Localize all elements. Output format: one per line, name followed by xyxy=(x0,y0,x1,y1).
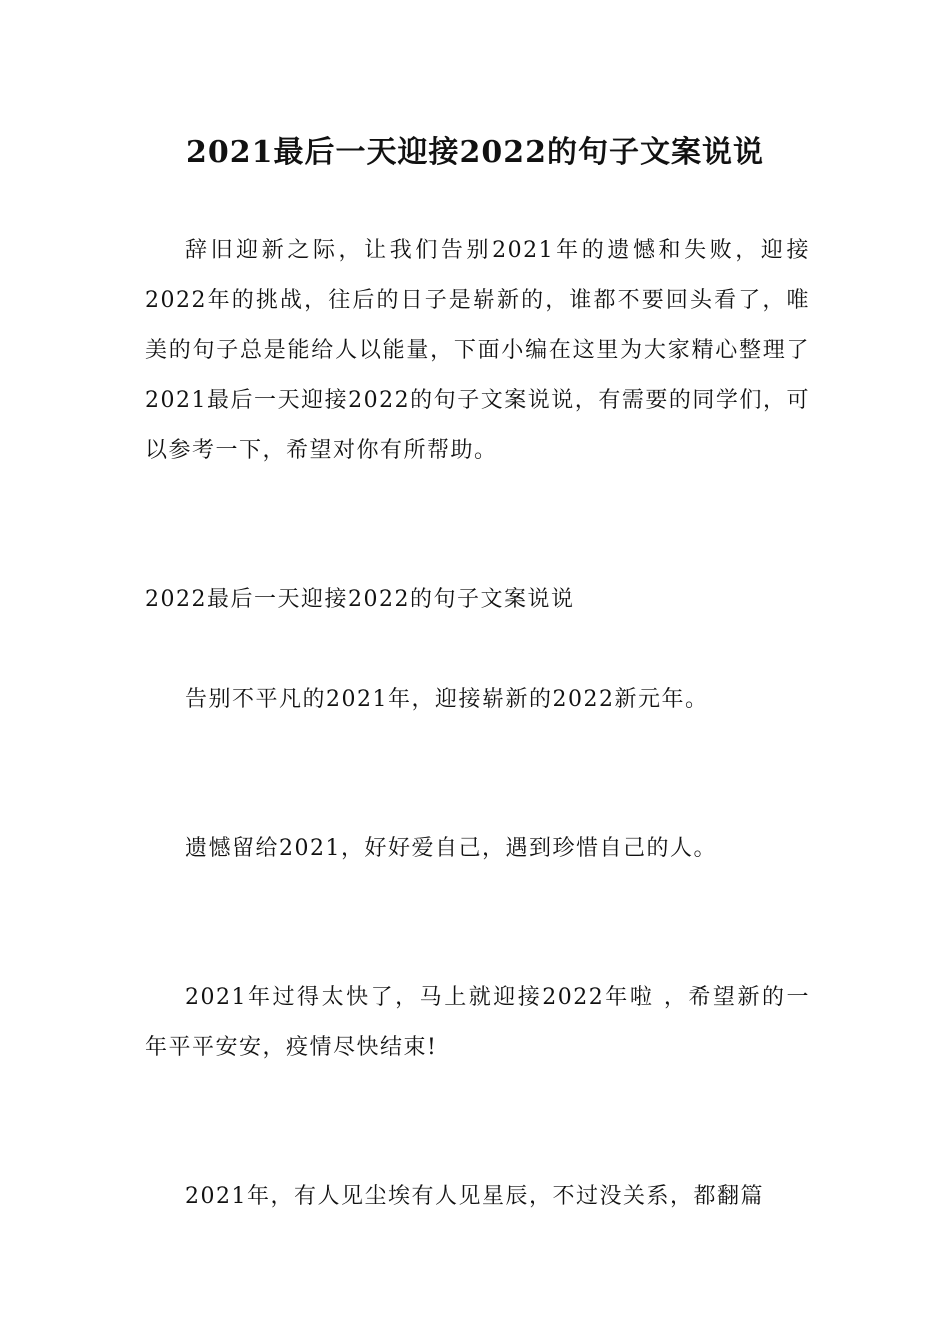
quote-paragraph: 遗憾留给2021，好好爱自己，遇到珍惜自己的人。 xyxy=(185,836,717,861)
intro-paragraph: 辞旧迎新之际，让我们告别2021年的遗憾和失败，迎接2022年的挑战，往后的日子是崭新的，谁都不要回头看了，唯美的句子总是能给人以能量，下面小编在这里为大家精心整理了2021最后一天迎接2022的句子文案说说，有需要的同学们，可以参考一下，希望对你有所帮助。 xyxy=(145,238,810,463)
quote-paragraph: 告别不平凡的2021年，迎接崭新的2022新元年。 xyxy=(185,687,709,712)
quote-paragraph: 2021年，有人见尘埃有人见星辰，不过没关系，都翻篇 xyxy=(185,1184,764,1209)
document-title: 2021最后一天迎接2022的句子文案说说 xyxy=(186,135,764,170)
quote-paragraph: 2021年过得太快了，马上就迎接2022年啦 ，希望新的一年平平安安，疫情尽快结束! xyxy=(145,985,810,1060)
section-subheading: 2022最后一天迎接2022的句子文案说说 xyxy=(145,587,575,612)
